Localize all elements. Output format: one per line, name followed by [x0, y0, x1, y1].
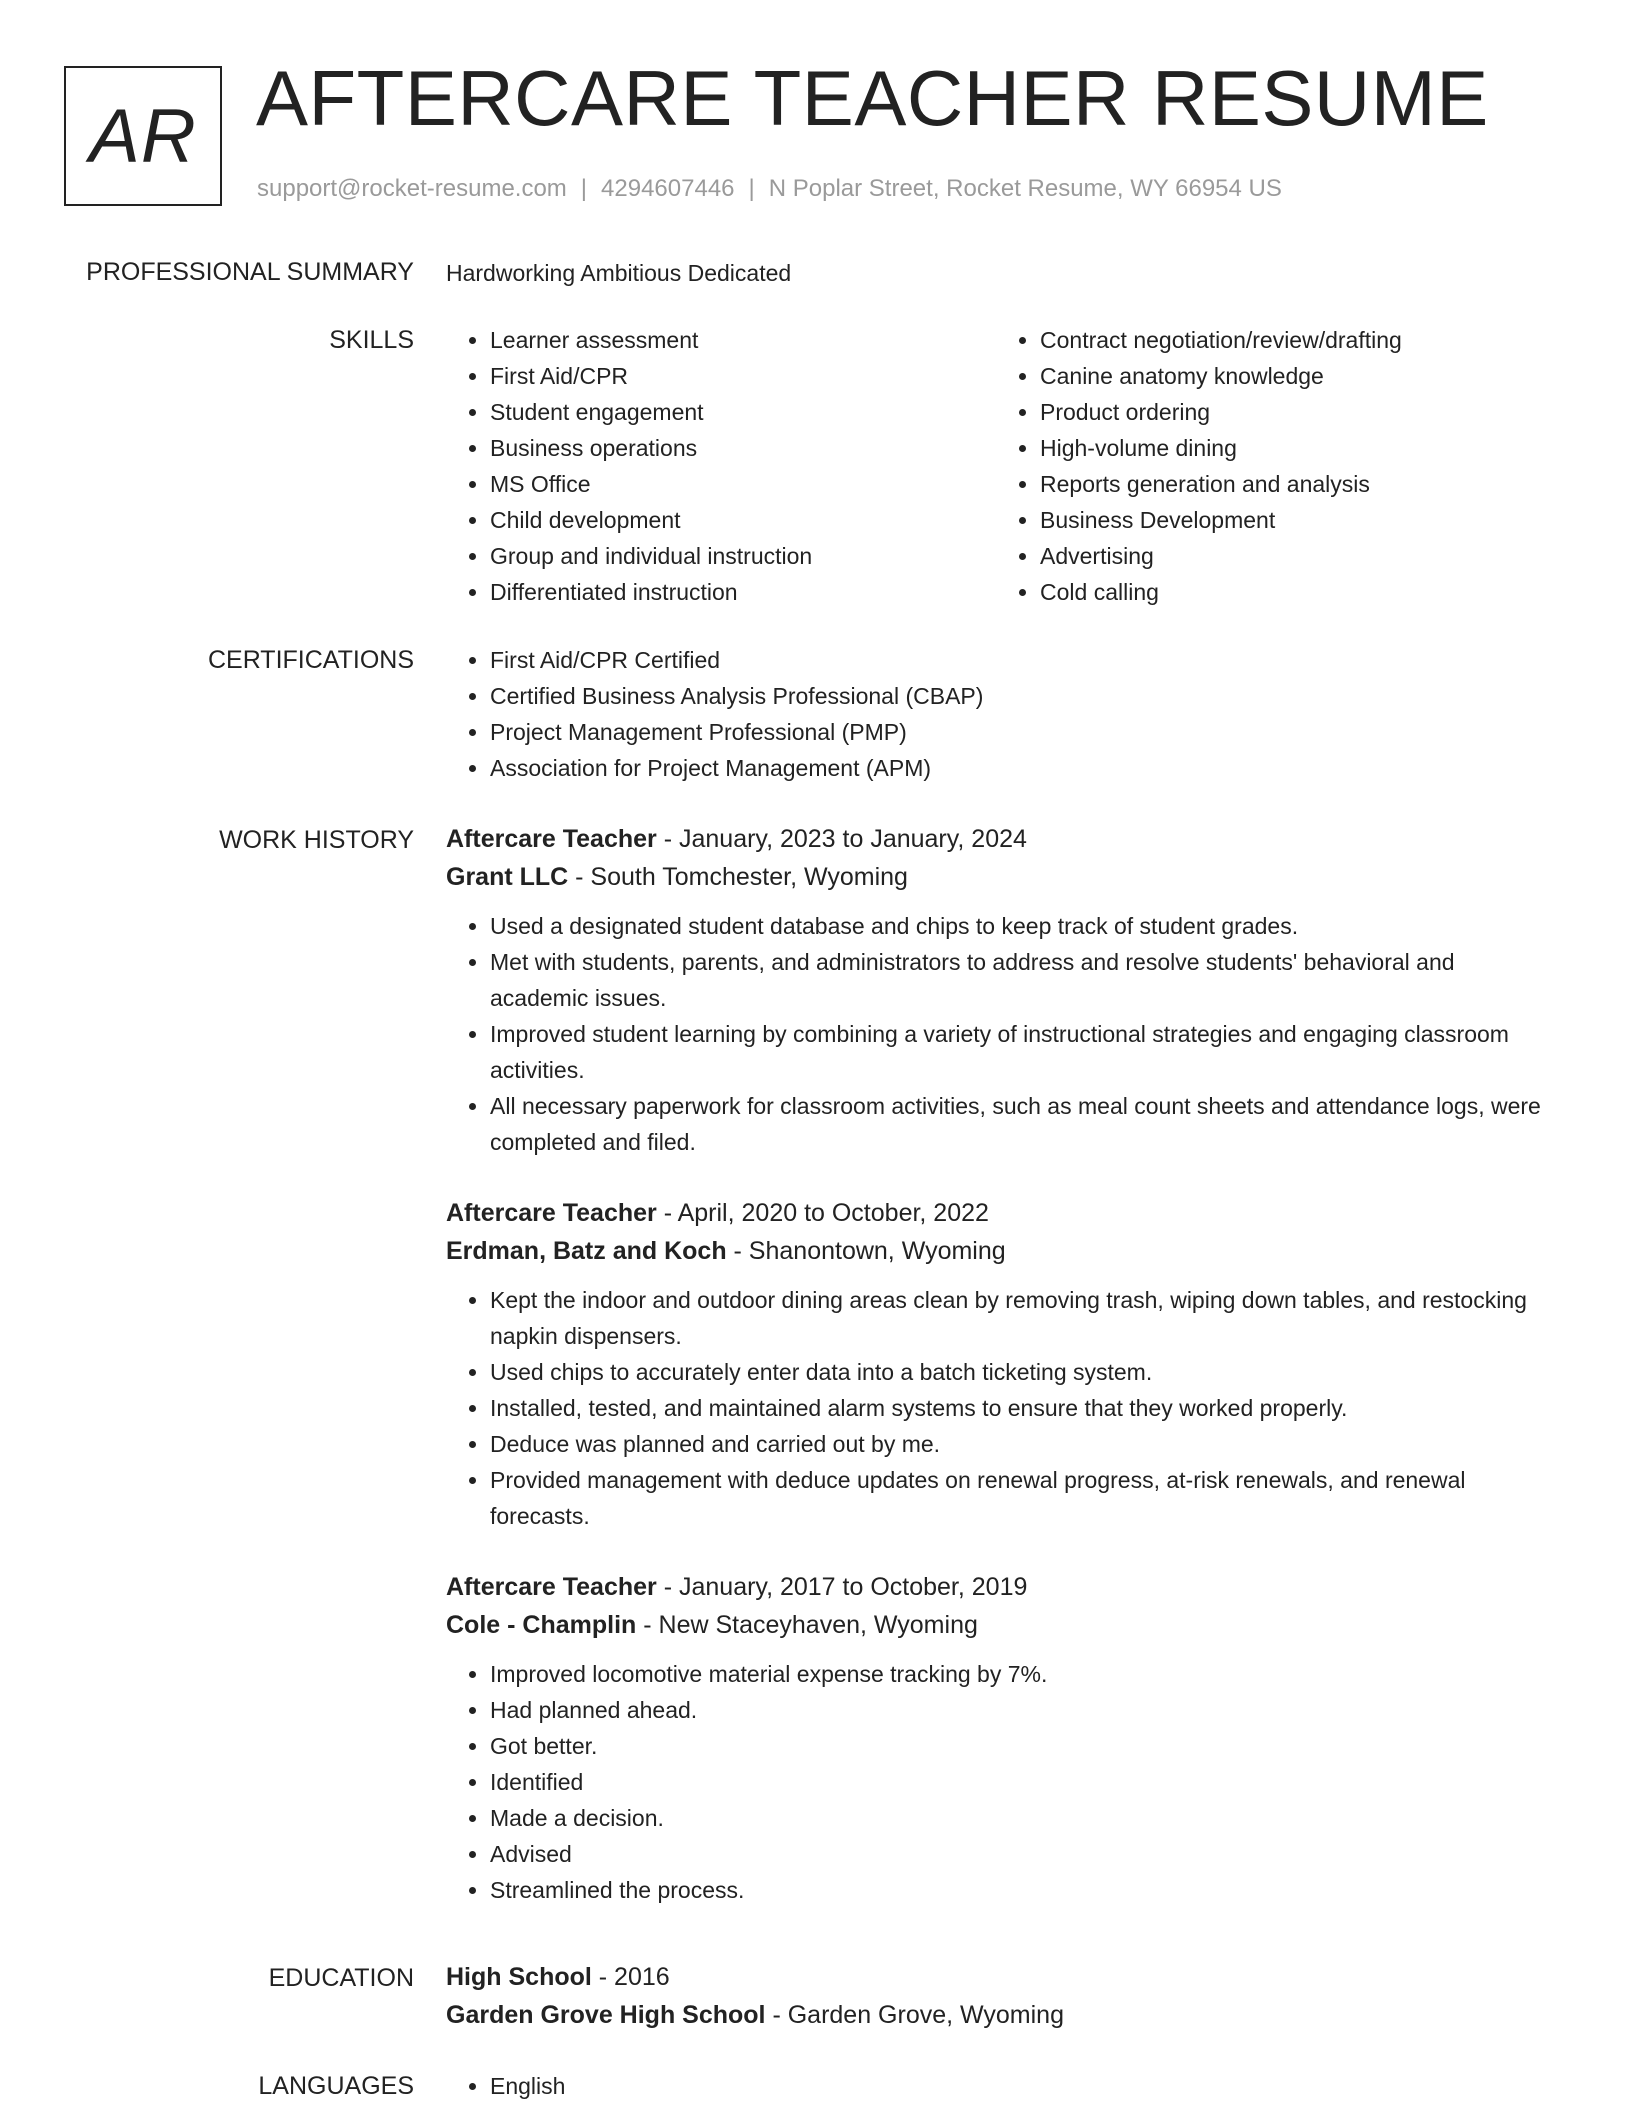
job-entry [446, 1194, 1546, 1534]
job-bullet: • Advised [490, 1836, 1546, 1872]
education-location: - Garden Grove, Wyoming [765, 2001, 1064, 2029]
job-bullet: • Improved locomotive material expense tracking by 7%. [490, 1656, 1546, 1692]
job-location: - Shanontown, Wyoming [726, 1237, 1006, 1265]
languages-list [446, 2068, 1546, 2104]
skill-item: • Advertising [1040, 538, 1546, 574]
certifications-label: CERTIFICATIONS [207, 646, 414, 674]
job-title: Aftercare Teacher [446, 1199, 657, 1227]
skill-item: • Student engagement [490, 394, 996, 430]
work-history-label: WORK HISTORY [219, 826, 414, 854]
education-degree: High School [446, 1963, 592, 1991]
job-title-line [446, 1194, 1546, 1232]
job-company-line [446, 1606, 1546, 1644]
job-location: - New Staceyhaven, Wyoming [636, 1611, 978, 1639]
job-title: Aftercare Teacher [446, 825, 657, 853]
skill-item: • Business Development [1040, 502, 1546, 538]
skills-list-left [446, 322, 996, 610]
skill-item: • Child development [490, 502, 996, 538]
job-company-line [446, 1232, 1546, 1270]
job-dates: - January, 2017 to October, 2019 [656, 1573, 1028, 1601]
job-title-line [446, 820, 1546, 858]
skill-item: • Learner assessment [490, 322, 996, 358]
job-company: Grant LLC [446, 863, 569, 891]
job-dates: - January, 2023 to January, 2024 [656, 825, 1027, 853]
job-bullet: • All necessary paperwork for classroom activities, such as meal count sheets and attendance logs, were completed and filed. [490, 1088, 1546, 1160]
job-bullet: • Deduce was planned and carried out by me. [490, 1426, 1546, 1462]
contact-address: N Poplar Street, Rocket Resume, WY 66954 US [768, 175, 1282, 202]
skill-item: • High-volume dining [1040, 430, 1546, 466]
job-entry [446, 820, 1546, 1160]
job-bullet: • Kept the indoor and outdoor dining areas clean by removing trash, wiping down tables, and restocking napkin dispensers. [490, 1282, 1546, 1354]
skill-item: • Differentiated instruction [490, 574, 996, 610]
summary-text: Hardworking Ambitious Dedicated [446, 260, 792, 286]
initials-monogram: AR [64, 66, 222, 206]
job-company: Erdman, Batz and Koch [446, 1237, 727, 1265]
job-title: Aftercare Teacher [446, 1573, 657, 1601]
education-degree-line [446, 1958, 1546, 1996]
job-bullet: • Streamlined the process. [490, 1872, 1546, 1908]
job-bullet: • Met with students, parents, and administrators to address and resolve students' behavioral and academic issues. [490, 944, 1546, 1016]
certifications-list [446, 642, 1546, 786]
certification-item: • Certified Business Analysis Professional (CBAP) [490, 678, 1546, 714]
skill-item: • Canine anatomy knowledge [1040, 358, 1546, 394]
skill-item: • Product ordering [1040, 394, 1546, 430]
education-year: - 2016 [591, 1963, 670, 1991]
job-title-line [446, 1568, 1546, 1606]
skill-item: • Group and individual instruction [490, 538, 996, 574]
contact-email: support@rocket-resume.com [257, 175, 567, 202]
skills-list-right [996, 322, 1546, 610]
skill-item: • Contract negotiation/review/drafting [1040, 322, 1546, 358]
education-label: EDUCATION [268, 1964, 414, 1992]
job-bullet: • Identified [490, 1764, 1546, 1800]
languages-label: LANGUAGES [258, 2072, 414, 2100]
job-dates: - April, 2020 to October, 2022 [656, 1199, 989, 1227]
job-bullet: • Used chips to accurately enter data into a batch ticketing system. [490, 1354, 1546, 1390]
skill-item: • Cold calling [1040, 574, 1546, 610]
education-school-line [446, 1996, 1546, 2034]
certification-item: • Association for Project Management (APM) [490, 750, 1546, 786]
contact-line [257, 175, 1282, 203]
job-company-line [446, 858, 1546, 896]
skill-item: • Business operations [490, 430, 996, 466]
education-school: Garden Grove High School [446, 2001, 766, 2029]
job-bullets [446, 908, 1546, 1160]
skill-item: • Reports generation and analysis [1040, 466, 1546, 502]
page-title: AFTERCARE TEACHER RESUME [256, 54, 1489, 142]
contact-separator: | [580, 175, 588, 202]
language-item: • English [490, 2068, 1546, 2104]
job-bullet: • Got better. [490, 1728, 1546, 1764]
skill-item: • MS Office [490, 466, 996, 502]
job-bullet: • Installed, tested, and maintained alarm systems to ensure that they worked properly. [490, 1390, 1546, 1426]
job-entry [446, 1568, 1546, 1908]
job-bullet: • Made a decision. [490, 1800, 1546, 1836]
job-bullet: • Had planned ahead. [490, 1692, 1546, 1728]
certification-item: • Project Management Professional (PMP) [490, 714, 1546, 750]
job-bullet: • Used a designated student database and chips to keep track of student grades. [490, 908, 1546, 944]
skill-item: • First Aid/CPR [490, 358, 996, 394]
job-bullet: • Provided management with deduce updates on renewal progress, at-risk renewals, and renewal forecasts. [490, 1462, 1546, 1534]
contact-separator: | [748, 175, 755, 202]
job-company: Cole - Champlin [446, 1611, 637, 1639]
job-bullet: • Improved student learning by combining a variety of instructional strategies and engaging classroom activities. [490, 1016, 1546, 1088]
certification-item: • First Aid/CPR Certified [490, 642, 1546, 678]
summary-label: PROFESSIONAL SUMMARY [86, 258, 414, 286]
skills-label: SKILLS [329, 326, 414, 354]
contact-phone: 4294607446 [601, 175, 735, 202]
job-location: - South Tomchester, Wyoming [568, 863, 908, 891]
job-bullets [446, 1282, 1546, 1534]
job-bullets [446, 1656, 1546, 1908]
